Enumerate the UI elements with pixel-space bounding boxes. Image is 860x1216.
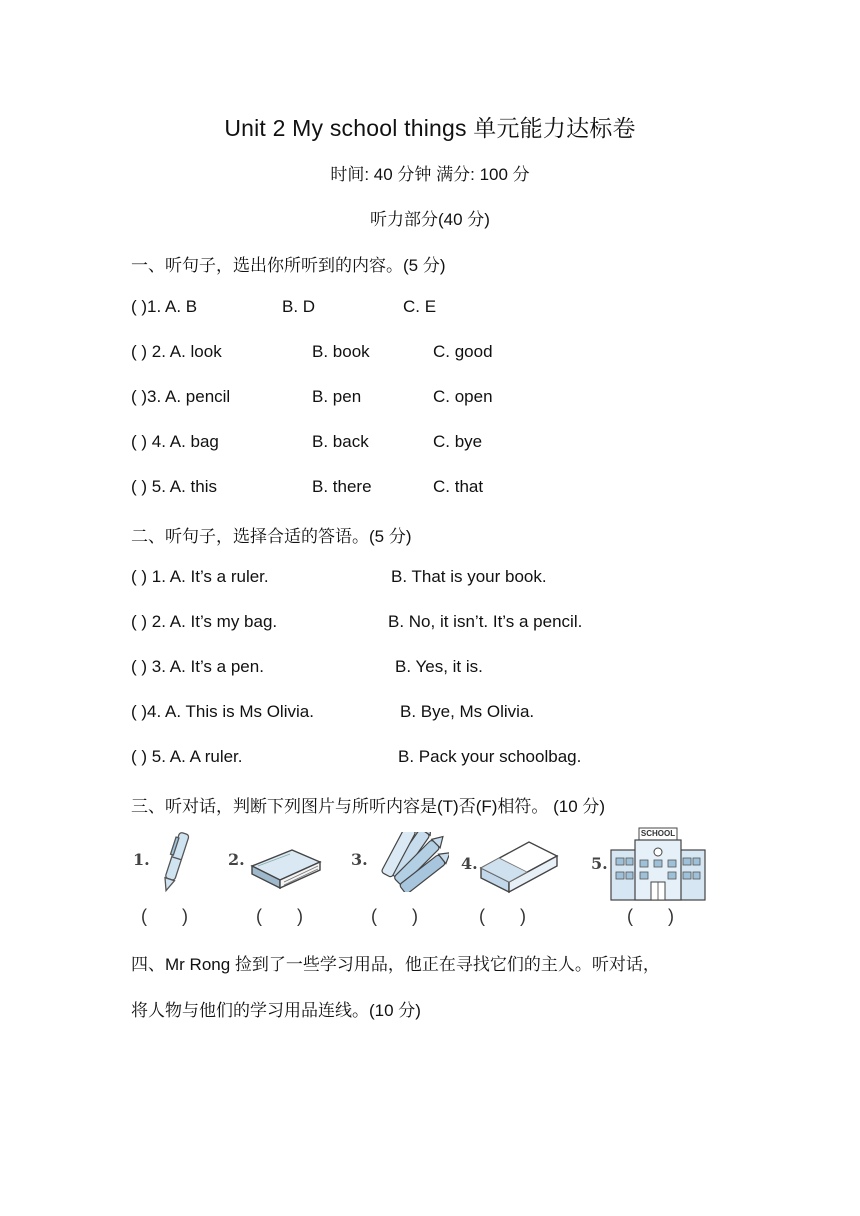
section4-heading-line1: 四、Mr Rong 捡到了一些学习用品，他正在寻找它们的主人。听对话， bbox=[131, 955, 660, 974]
option-b: B. pen bbox=[312, 387, 362, 406]
answer-blank-3: ( ) bbox=[371, 906, 418, 926]
picture-1: 1. bbox=[131, 826, 201, 901]
option-b: B. D bbox=[282, 297, 316, 316]
section2-heading: 二、听句子，选择合适的答语。(5 分) bbox=[131, 527, 412, 546]
section1-heading: 一、听句子，选出你所听到的内容。(5 分) bbox=[131, 256, 446, 275]
answer-blank-2: ( ) bbox=[256, 906, 303, 926]
school-sign-label: SCHOOL bbox=[640, 829, 676, 838]
option-c: C. open bbox=[433, 387, 493, 406]
crayons-icon bbox=[369, 832, 449, 892]
option-a: ( ) 5. A. this bbox=[131, 477, 217, 496]
option-b: B. there bbox=[312, 477, 372, 496]
picture-5: 5. SCHOOL bbox=[591, 826, 711, 904]
option-c: C. good bbox=[433, 342, 493, 361]
picture-4: 4. bbox=[461, 826, 561, 901]
option-c: C. bye bbox=[433, 432, 483, 451]
section3-heading: 三、听对话，判断下列图片与所听内容是(T)否(F)相符。 (10 分) bbox=[131, 797, 606, 816]
option-b: B. Yes, it is. bbox=[395, 657, 483, 676]
option-b: B. Pack your schoolbag. bbox=[398, 747, 582, 766]
answer-blank-5: ( ) bbox=[627, 906, 674, 926]
pen-icon bbox=[155, 828, 195, 898]
option-c: C. E bbox=[403, 297, 437, 316]
option-a: ( ) 5. A. A ruler. bbox=[131, 747, 243, 766]
listening-part-header: 听力部分(40 分) bbox=[370, 210, 490, 229]
page-title: Unit 2 My school things 单元能力达标卷 bbox=[224, 115, 636, 141]
option-a: ( ) 2. A. look bbox=[131, 342, 222, 361]
eraser-icon bbox=[477, 836, 561, 896]
option-c: C. that bbox=[433, 477, 484, 496]
option-b: B. back bbox=[312, 432, 369, 451]
option-a: ( )1. A. B bbox=[131, 297, 198, 316]
option-a: ( ) 1. A. It’s a ruler. bbox=[131, 567, 269, 586]
option-a: ( ) 4. A. bag bbox=[131, 432, 219, 451]
option-a: ( )3. A. pencil bbox=[131, 387, 231, 406]
answer-blank-1: ( ) bbox=[141, 906, 188, 926]
option-a: ( ) 2. A. It’s my bag. bbox=[131, 612, 278, 631]
option-a: ( ) 3. A. It’s a pen. bbox=[131, 657, 264, 676]
picture-2: 2. bbox=[226, 826, 326, 901]
answer-blank-4: ( ) bbox=[479, 906, 526, 926]
section4-heading-line2: 将人物与他们的学习用品连线。(10 分) bbox=[131, 1001, 421, 1020]
option-a: ( )4. A. This is Ms Olivia. bbox=[131, 702, 314, 721]
book-icon bbox=[248, 836, 324, 892]
option-b: B. book bbox=[312, 342, 370, 361]
exam-time-score: 时间: 40 分钟 满分: 100 分 bbox=[330, 165, 530, 184]
option-b: B. Bye, Ms Olivia. bbox=[400, 702, 535, 721]
option-b: B. No, it isn’t. It’s a pencil. bbox=[388, 612, 583, 631]
picture-3: 3. bbox=[349, 826, 449, 901]
option-b: B. That is your book. bbox=[391, 567, 547, 586]
